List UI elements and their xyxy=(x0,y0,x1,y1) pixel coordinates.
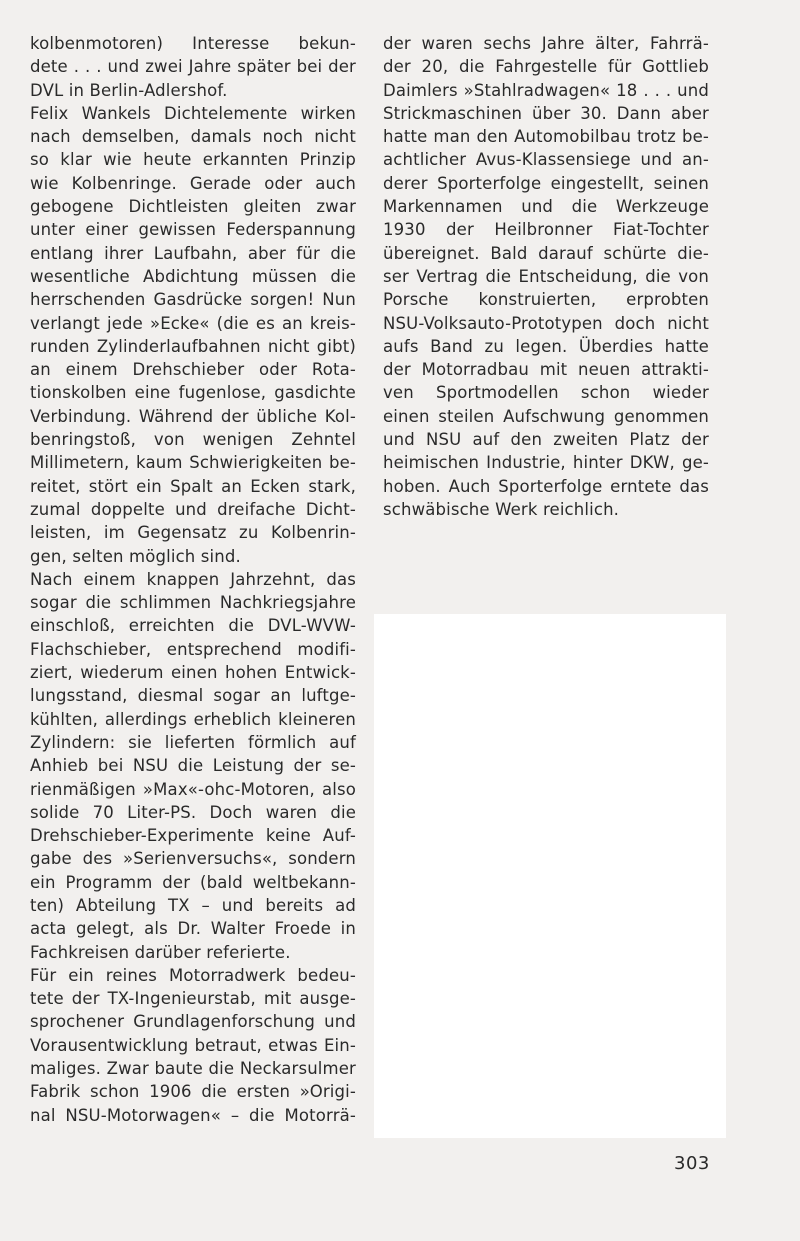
text-line: und NSU auf den zweiten Platz der xyxy=(383,430,709,450)
text-line: heimischen Industrie, hinter DKW, ge- xyxy=(383,453,709,473)
text-line: wie Kolbenringe. Gerade oder auch xyxy=(30,173,356,193)
text-line: NSU-Volksauto-Prototypen doch nicht xyxy=(383,313,709,333)
text-line: lungsstand, diesmal sogar an luftge- xyxy=(30,686,356,706)
text-line: unter einer gewissen Federspannung xyxy=(30,220,356,240)
text-line: Fachkreisen darüber referierte. xyxy=(30,942,291,962)
text-line: reitet, stört ein Spalt an Ecken stark, xyxy=(30,476,356,496)
text-line: Nach einem knappen Jahrzehnt, das xyxy=(30,569,356,589)
blank-image-area xyxy=(374,614,726,1138)
text-line: Anhieb bei NSU die Leistung der se- xyxy=(30,756,356,776)
text-line: achtlicher Avus-Klassensiege und an- xyxy=(383,150,709,170)
text-line: gen, selten möglich sind. xyxy=(30,546,241,566)
text-line: Felix Wankels Dichtelemente wirken xyxy=(30,103,356,123)
text-line: hatte man den Automobilbau trotz be- xyxy=(383,127,709,147)
text-line: so klar wie heute erkannten Prinzip xyxy=(30,150,356,170)
text-line: Für ein reines Motorradwerk bedeu- xyxy=(30,965,356,985)
text-line: tete der TX-Ingenieurstab, mit ausge- xyxy=(30,989,356,1009)
text-line: rienmäßigen »Max«-ohc-Motoren, also xyxy=(30,779,356,799)
text-line: Zylindern: sie lieferten förmlich auf xyxy=(30,732,356,752)
text-line: zumal doppelte und dreifache Dicht- xyxy=(30,499,356,519)
text-line: wesentliche Abdichtung müssen die xyxy=(30,266,356,286)
text-line: Strickmaschinen über 30. Dann aber xyxy=(383,103,709,123)
text-line: Flachschieber, entsprechend modifi- xyxy=(30,639,356,659)
left-text-column xyxy=(30,32,356,1127)
text-line: DVL in Berlin-Adlershof. xyxy=(30,80,228,100)
text-line: solide 70 Liter-PS. Doch waren die xyxy=(30,802,356,822)
text-line: runden Zylinderlaufbahnen nicht gibt) xyxy=(30,336,356,356)
text-line: benringstoß, von wenigen Zehntel xyxy=(30,430,356,450)
text-line: Daimlers »Stahlradwagen« 18 . . . und xyxy=(383,80,709,100)
text-line: Drehschieber-Experimente keine Auf- xyxy=(30,826,356,846)
text-line: einen steilen Aufschwung genommen xyxy=(383,406,709,426)
text-line: Millimetern, kaum Schwierigkeiten be- xyxy=(30,453,356,473)
text-line: der Motorradbau mit neuen attrakti- xyxy=(383,360,709,380)
text-line: gebogene Dichtleisten gleiten zwar xyxy=(30,197,356,217)
text-line: dete . . . und zwei Jahre später bei der xyxy=(30,57,356,77)
text-line: einschloß, erreichten die DVL-WVW- xyxy=(30,616,356,636)
text-line: 1930 der Heilbronner Fiat-Tochter xyxy=(383,220,709,240)
text-line: sprochener Grundlagenforschung und xyxy=(30,1012,356,1032)
text-line: ser Vertrag die Entscheidung, die von xyxy=(383,266,709,286)
text-line: Vorausentwicklung betraut, etwas Ein- xyxy=(30,1035,356,1055)
page-number: 303 xyxy=(674,1153,710,1174)
text-line: Fabrik schon 1906 die ersten »Origi- xyxy=(30,1082,356,1102)
text-line: Markennamen und die Werkzeuge xyxy=(383,197,709,217)
text-line: ten) Abteilung TX – und bereits ad xyxy=(30,895,356,915)
text-line: leisten, im Gegensatz zu Kolbenrin- xyxy=(30,523,356,543)
text-line: nal NSU-Motorwagen« – die Motorrä- xyxy=(30,1105,356,1125)
text-line: sogar die schlimmen Nachkriegsjahre xyxy=(30,593,356,613)
text-line: acta gelegt, als Dr. Walter Froede in xyxy=(30,919,356,939)
text-line: hoben. Auch Sporterfolge erntete das xyxy=(383,476,709,496)
text-line: aufs Band zu legen. Überdies hatte xyxy=(383,336,709,356)
text-line: derer Sporterfolge eingestellt, seinen xyxy=(383,173,709,193)
text-line: herrschenden Gasdrücke sorgen! Nun xyxy=(30,290,356,310)
text-line: gabe des »Serienversuchs«, sondern xyxy=(30,849,356,869)
text-line: maliges. Zwar baute die Neckarsulmer xyxy=(30,1059,356,1079)
right-text-column xyxy=(383,32,709,521)
text-line: der 20, die Fahrgestelle für Gottlieb xyxy=(383,57,709,77)
text-line: tionskolben eine fugenlose, gasdichte xyxy=(30,383,356,403)
text-line: ven Sportmodellen schon wieder xyxy=(383,383,709,403)
text-line: übereignet. Bald darauf schürte die- xyxy=(383,243,709,263)
text-line: entlang ihrer Laufbahn, aber für die xyxy=(30,243,356,263)
text-line: verlangt jede »Ecke« (die es an kreis- xyxy=(30,313,356,333)
text-line: kolbenmotoren) Interesse bekun- xyxy=(30,34,356,53)
text-line: kühlten, allerdings erheblich kleineren xyxy=(30,709,356,729)
text-line: an einem Drehschieber oder Rota- xyxy=(30,360,356,380)
text-line: nach demselben, damals noch nicht xyxy=(30,127,356,147)
text-line: ein Programm der (bald weltbekann- xyxy=(30,872,356,892)
text-line: ziert, wiederum einen hohen Entwick- xyxy=(30,663,356,683)
text-line: der waren sechs Jahre älter, Fahrrä- xyxy=(383,34,709,53)
text-line: Verbindung. Während der übliche Kol- xyxy=(30,406,356,426)
text-line: Porsche konstruierten, erprobten xyxy=(383,290,709,310)
text-line: schwäbische Werk reichlich. xyxy=(383,499,620,519)
